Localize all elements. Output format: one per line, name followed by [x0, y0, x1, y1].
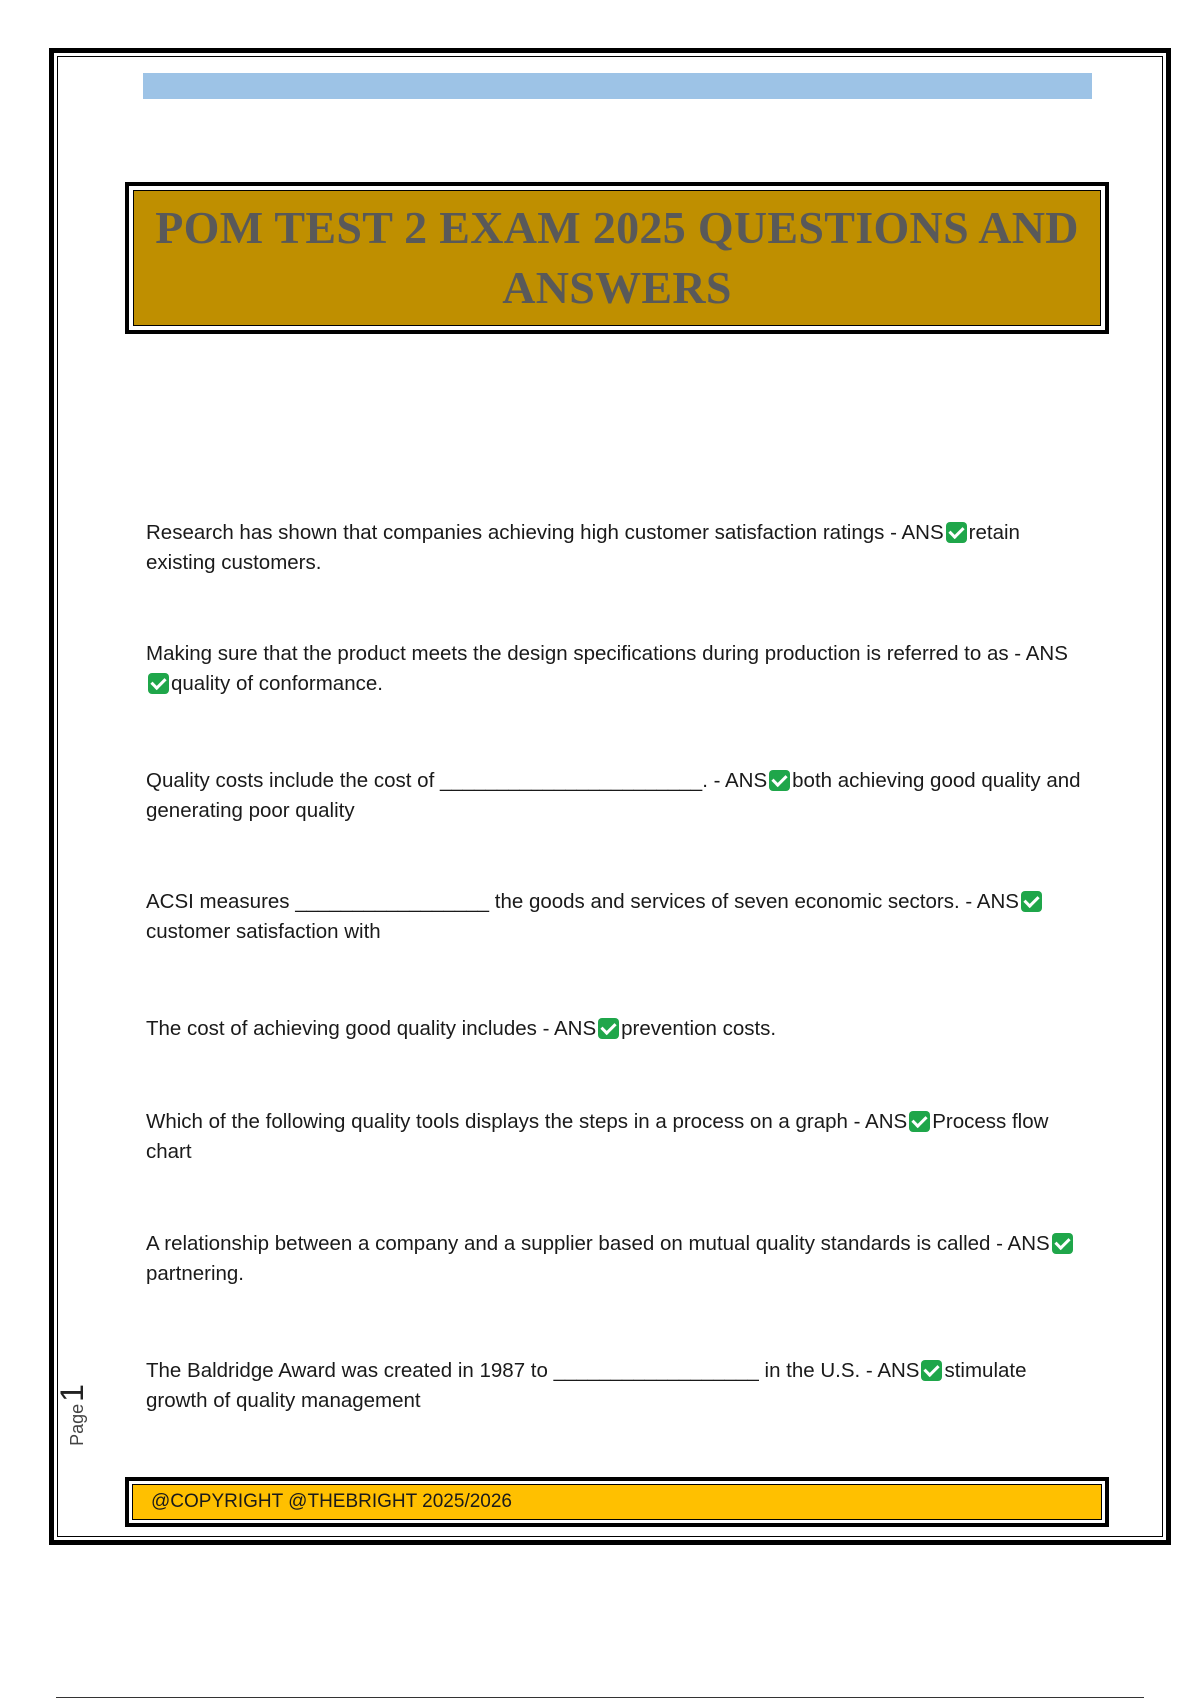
answer-marker: ANS — [1007, 1232, 1050, 1255]
copyright-text: @COPYRIGHT @THEBRIGHT 2025/2026 — [151, 1491, 512, 1512]
question-text: The Baldridge Award was created in 1987 to __________________ in the U.S. - — [146, 1359, 873, 1382]
question-text: The cost of achieving good quality includes - — [146, 1017, 550, 1040]
check-mark-icon — [769, 770, 790, 791]
answer-text: stimulate growth of quality management — [146, 1359, 1027, 1412]
answer-marker: ANS — [725, 769, 768, 792]
answer-text: prevention costs. — [621, 1017, 777, 1040]
header-accent-bar — [143, 73, 1092, 99]
question-text: Quality costs include the cost of _______________________. - — [146, 769, 721, 792]
check-mark-icon — [598, 1018, 619, 1039]
check-mark-icon — [148, 673, 169, 694]
footer-banner — [125, 1477, 1109, 1527]
qa-item — [146, 1356, 1091, 1416]
answer-marker: ANS — [901, 521, 944, 544]
answer-marker: ANS — [865, 1110, 908, 1133]
page-label: Page — [67, 1403, 87, 1446]
check-mark-icon — [1052, 1233, 1073, 1254]
qa-item — [146, 766, 1091, 826]
document-title: POM TEST 2 EXAM 2025 QUESTIONS AND ANSWERS — [155, 202, 1079, 313]
question-text: A relationship between a company and a supplier based on mutual quality standards is called - — [146, 1232, 1003, 1255]
qa-item — [146, 518, 1091, 578]
question-text: ACSI measures _________________ the goods and services of seven economic sectors. - — [146, 890, 973, 913]
title-banner — [125, 182, 1109, 334]
title-banner-inner — [133, 190, 1101, 326]
answer-marker: ANS — [553, 1017, 597, 1040]
answer-text: retain existing customers. — [146, 521, 1020, 574]
answer-text: customer satisfaction with — [146, 920, 381, 943]
qa-item — [146, 887, 1091, 947]
answer-marker: ANS — [976, 890, 1019, 913]
answer-marker: ANS — [1025, 642, 1068, 665]
footer-banner-inner — [132, 1484, 1102, 1520]
page-number — [54, 1384, 114, 1446]
page-number-digit: 1 — [54, 1384, 90, 1402]
qa-item — [146, 639, 1091, 699]
answer-text: both achieving good quality and generating poor quality — [146, 769, 1081, 822]
question-text: Which of the following quality tools displays the steps in a process on a graph - — [146, 1110, 861, 1133]
answer-text: Process flow chart — [146, 1110, 1049, 1163]
answer-text: partnering. — [146, 1262, 245, 1285]
bottom-divider — [56, 1697, 1144, 1698]
qa-item — [146, 1014, 1091, 1044]
answer-text: quality of conformance. — [171, 672, 383, 695]
qa-item — [146, 1107, 1091, 1167]
question-text: Research has shown that companies achieving high customer satisfaction ratings - — [146, 521, 897, 544]
question-text: Making sure that the product meets the design specifications during production is referred to as - — [146, 642, 1022, 665]
check-mark-icon — [921, 1360, 942, 1381]
check-mark-icon — [909, 1111, 930, 1132]
check-mark-icon — [946, 522, 967, 543]
qa-item — [146, 1229, 1091, 1289]
answer-marker: ANS — [877, 1359, 920, 1382]
check-mark-icon — [1021, 891, 1042, 912]
